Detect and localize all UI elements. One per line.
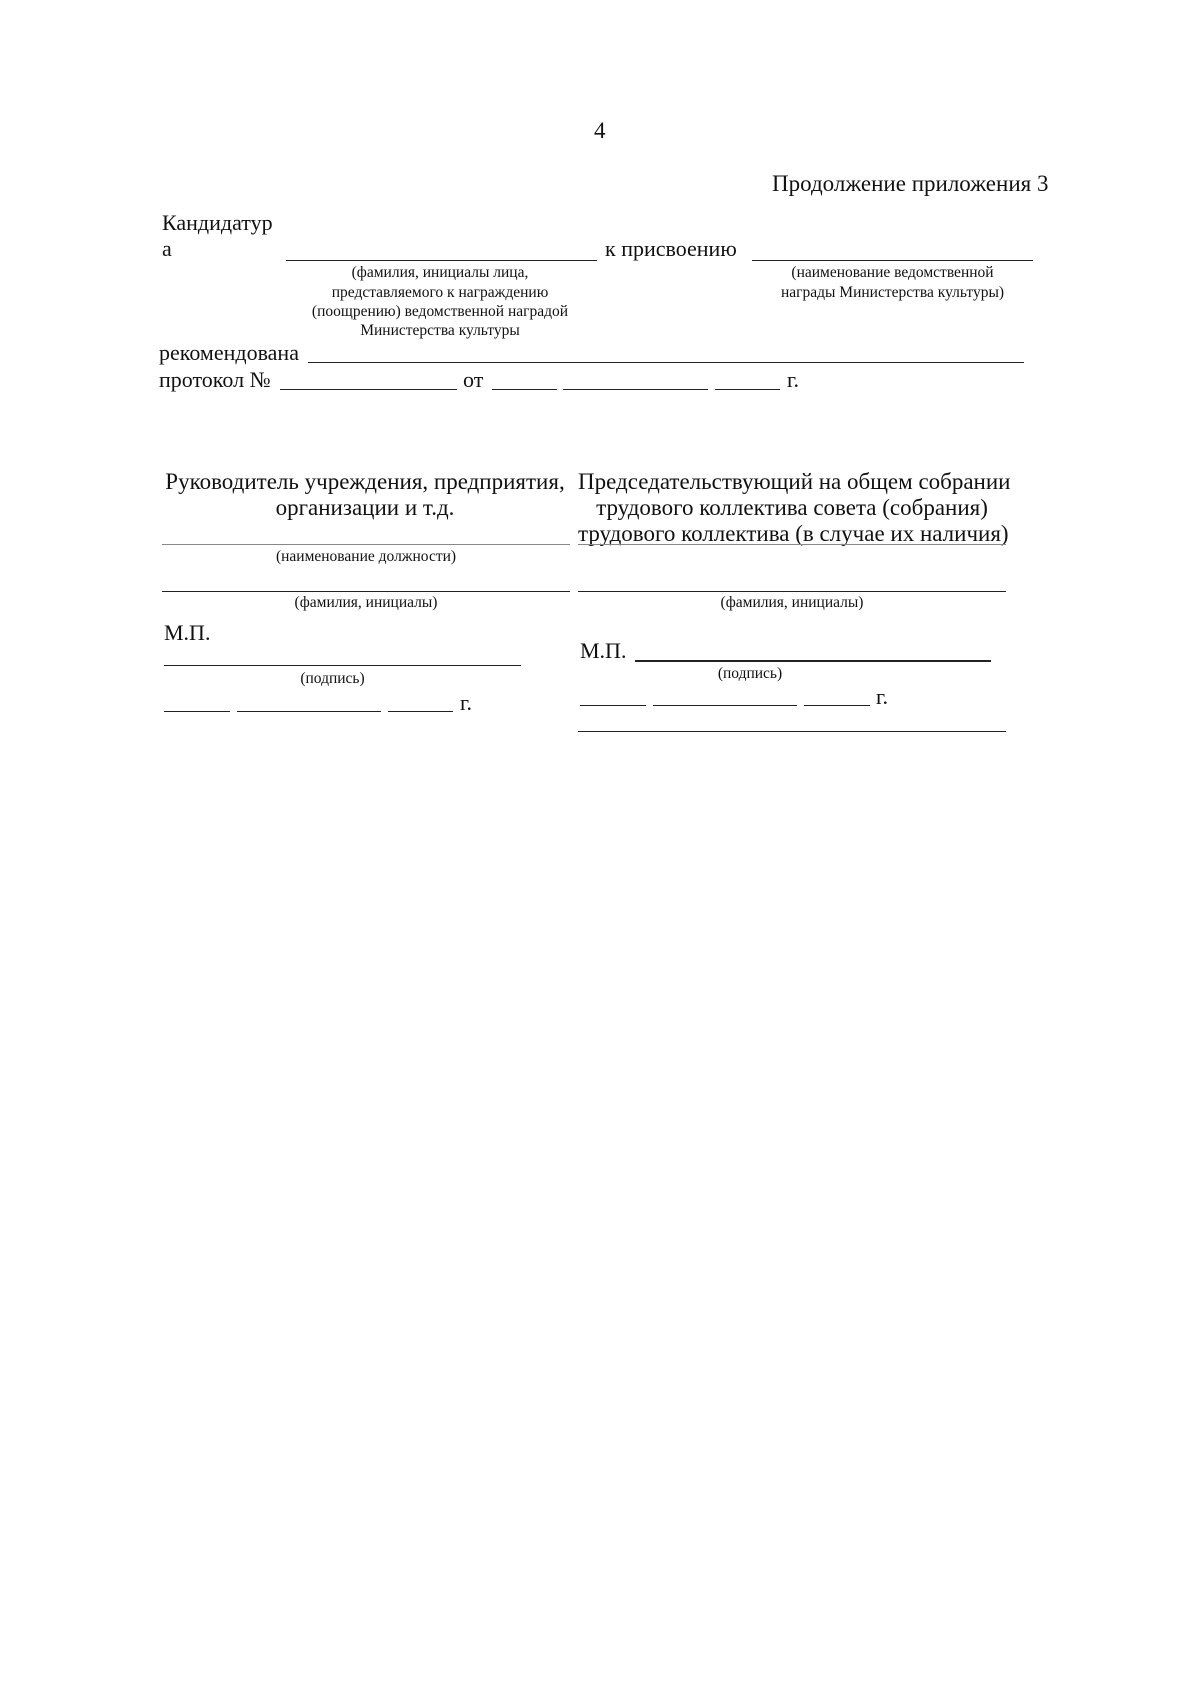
to-award-label: к присвоению — [605, 236, 737, 261]
page-number: 4 — [594, 118, 606, 143]
appendix-continuation: Продолжение приложения 3 — [772, 171, 1049, 196]
left-date-year-suffix: г. — [460, 690, 473, 715]
protocol-label: протокол № — [159, 367, 271, 392]
award-name-field[interactable] — [752, 260, 1033, 261]
left-position-field[interactable] — [162, 544, 570, 545]
right-name-caption: (фамилия, инициалы) — [720, 594, 864, 611]
right-signatory-title-line1: Председательствующий на общем собрании — [578, 469, 1011, 494]
left-signatory-title-line2: организации и т.д. — [275, 495, 455, 520]
person-caption-line3: (поощрению) ведомственной наградой — [311, 303, 569, 320]
right-title-underline — [578, 544, 1006, 545]
protocol-year-field[interactable] — [715, 389, 780, 390]
person-caption-line4: Министерства культуры — [360, 322, 520, 339]
left-position-caption: (наименование должности) — [275, 548, 457, 565]
right-bottom-field[interactable] — [578, 731, 1006, 732]
award-caption-line1: (наименование ведомственной — [791, 264, 994, 281]
right-signature-caption: (подпись) — [717, 665, 783, 682]
right-date-day-field[interactable] — [580, 705, 646, 706]
right-date-year-suffix: г. — [876, 684, 889, 709]
protocol-month-field[interactable] — [563, 389, 708, 390]
protocol-year-suffix: г. — [787, 367, 800, 392]
right-date-month-field[interactable] — [653, 705, 797, 706]
candidate-label-line1: Кандидатур — [162, 210, 273, 235]
right-signature-field[interactable] — [635, 660, 991, 662]
left-date-day-field[interactable] — [164, 711, 230, 712]
left-signatory-title-line1: Руководитель учреждения, предприятия, — [165, 469, 565, 494]
award-caption-line2: награды Министерства культуры) — [780, 284, 1005, 301]
protocol-number-field[interactable] — [280, 389, 457, 390]
recommended-by-field[interactable] — [308, 362, 1024, 363]
right-signatory-title-line2: трудового коллектива совета (собрания) — [596, 495, 988, 520]
candidate-name-field[interactable] — [286, 260, 597, 261]
recommended-label: рекомендована — [159, 340, 299, 365]
left-signature-caption: (подпись) — [300, 670, 365, 687]
protocol-day-field[interactable] — [492, 389, 557, 390]
right-date-year-field[interactable] — [804, 705, 870, 706]
left-date-month-field[interactable] — [237, 711, 381, 712]
person-caption-line1: (фамилия, инициалы лица, — [351, 264, 529, 281]
left-signature-field[interactable] — [164, 665, 521, 666]
right-name-field[interactable] — [578, 591, 1006, 592]
right-signatory-title-line3: трудового коллектива (в случае их наличия) — [578, 521, 1009, 546]
candidate-label-line2: а — [162, 236, 172, 261]
person-caption-line2: представляемого к награждению — [331, 284, 549, 301]
left-date-year-field[interactable] — [388, 711, 453, 712]
from-label: от — [463, 367, 484, 392]
left-name-field[interactable] — [162, 591, 570, 592]
left-name-caption: (фамилия, инициалы) — [294, 594, 438, 611]
right-seal-label: М.П. — [580, 638, 627, 663]
left-seal-label: М.П. — [164, 620, 211, 645]
